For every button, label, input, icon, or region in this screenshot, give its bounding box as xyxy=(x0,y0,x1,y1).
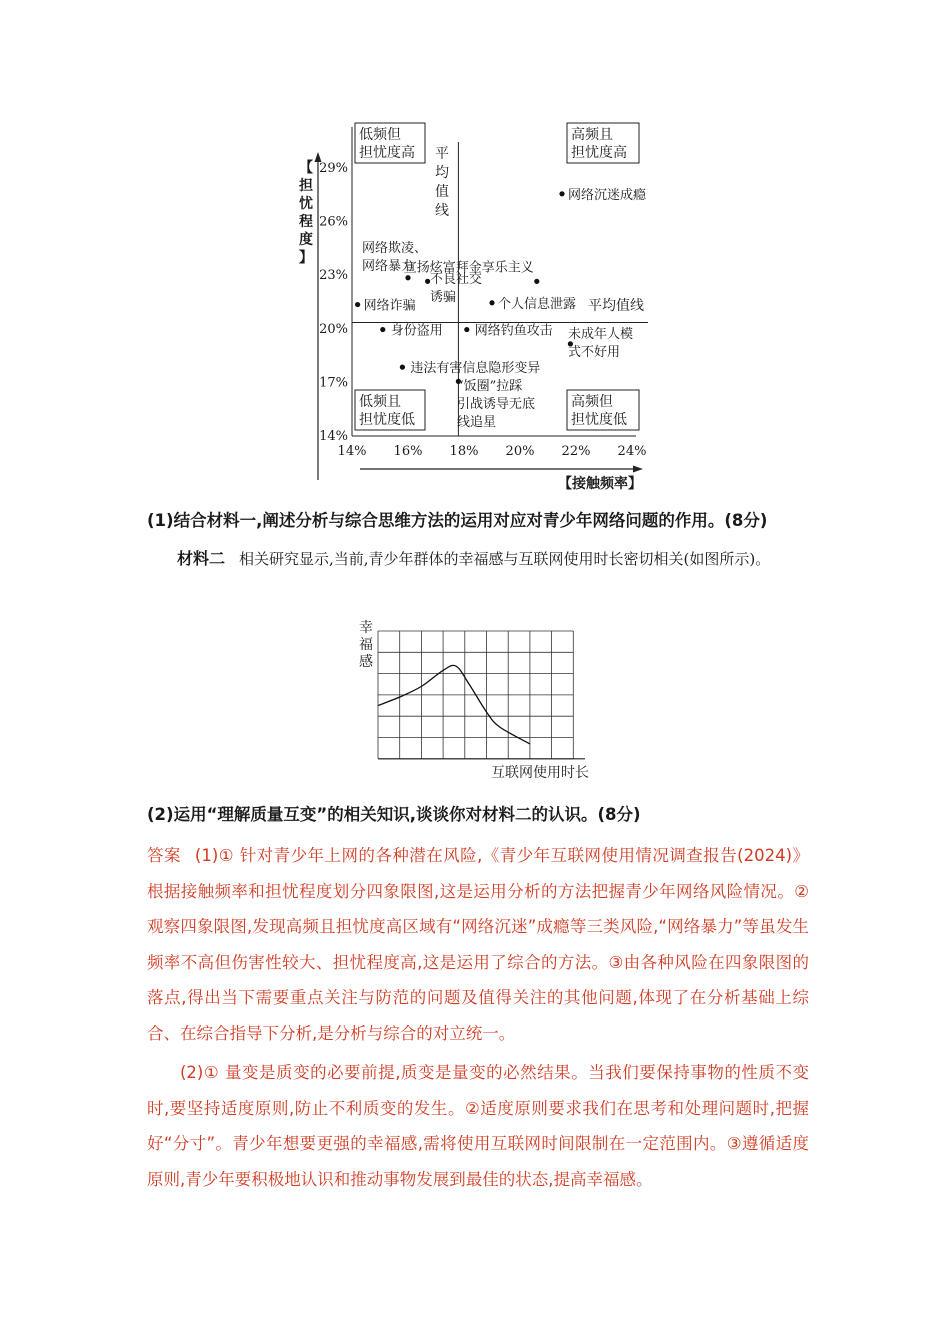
answer-tag: 答案 xyxy=(147,846,181,865)
data-point-label: 引战诱导无底 xyxy=(457,397,536,412)
y-axis-title-char: 感 xyxy=(359,654,373,670)
happiness-line-chart xyxy=(355,614,595,784)
quadrant-top-left-label: 担忧度高 xyxy=(359,145,415,161)
data-point xyxy=(534,279,539,284)
quadrant-top-right-label: 担忧度高 xyxy=(571,145,627,161)
data-point-label: 诱骗 xyxy=(430,290,457,305)
answer-block xyxy=(147,838,809,1197)
vertical-average-label: 均 xyxy=(435,165,449,181)
data-point-label: 宣扬炫富拜金享乐主义 xyxy=(403,260,534,276)
x-tick-label: 24% xyxy=(617,444,647,459)
y-axis-title-char: 担 xyxy=(299,178,313,194)
data-point-label: 网络钓鱼攻击 xyxy=(474,323,553,339)
data-point xyxy=(464,327,469,332)
answer-part-2: (2)① 量变是质变的必要前提,质变是量变的必然结果。当我们要保持事物的性质不变时,要坚持适度原则,防止不利质变的发生。②适度原则要求我们在思考和处理问题时,把握好“分寸”。青少年想要更强的幸福感,需将使用互联网时间限制在一定范围内。③遵循适度原则,青少年要积极地认识和推动事物发展到最佳的状态,提高幸福感。 xyxy=(147,1063,809,1189)
horizontal-average-label: 平均值线 xyxy=(588,298,644,314)
data-point-label: 式不好用 xyxy=(568,345,621,360)
data-point xyxy=(355,302,360,307)
x-axis-title: 互联网使用时长 xyxy=(491,765,589,781)
happiness-curve xyxy=(378,665,530,744)
data-point-label: 线追星 xyxy=(457,415,497,430)
data-point xyxy=(489,300,494,305)
quadrant-bottom-right-label: 担忧度低 xyxy=(571,412,627,428)
y-tick-label: 20% xyxy=(319,321,348,337)
quadrant-bottom-right-label: 高频但 xyxy=(571,394,613,410)
data-point xyxy=(559,191,564,196)
y-axis-title-char: 忧 xyxy=(299,196,313,212)
y-tick-label: 14% xyxy=(319,429,348,444)
x-tick-label: 18% xyxy=(449,444,479,459)
y-axis-title-char: 幸 xyxy=(359,620,373,636)
risk-quadrant-chart xyxy=(288,116,668,496)
y-axis-title-char: 【 xyxy=(299,160,313,176)
y-tick-label: 26% xyxy=(319,214,348,230)
y-axis-title-char: 福 xyxy=(359,637,373,653)
x-tick-label: 14% xyxy=(337,444,367,459)
vertical-average-label: 值 xyxy=(435,184,449,200)
data-point-label: 违法有害信息隐形变异 xyxy=(410,361,541,377)
x-axis-arrowhead xyxy=(633,466,643,473)
data-point-label: 不良社交 xyxy=(430,272,483,287)
data-point-label: 网络暴力 xyxy=(362,259,415,274)
y-tick-label: 23% xyxy=(319,268,348,284)
material-2-paragraph xyxy=(147,543,807,575)
data-point-label: 个人信息泄露 xyxy=(498,296,577,312)
data-point xyxy=(405,275,410,280)
x-tick-label: 20% xyxy=(505,444,535,459)
y-tick-label: 29% xyxy=(319,161,348,176)
y-axis-title-char: 度 xyxy=(299,232,313,248)
quadrant-top-left-label: 低频但 xyxy=(359,127,401,143)
vertical-average-label: 平 xyxy=(435,146,449,162)
x-tick-label: 22% xyxy=(561,444,591,459)
y-axis-title-char: 】 xyxy=(299,250,313,266)
data-point-label: 网络欺凌、 xyxy=(362,241,428,256)
data-point-label: 网络诈骗 xyxy=(363,298,416,314)
vertical-average-label: 线 xyxy=(435,203,449,219)
data-point xyxy=(400,365,405,370)
x-tick-label: 16% xyxy=(393,444,423,459)
data-point-label: 网络沉迷成瘾 xyxy=(568,187,647,203)
question-1: (1)结合材料一,阐述分析与综合思维方法的运用对应对青少年网络问题的作用。(8分) xyxy=(147,511,768,530)
data-point-label: 身份盗用 xyxy=(390,323,443,339)
question-2: (2)运用“理解质量互变”的相关知识,谈谈你对材料二的认识。(8分) xyxy=(147,805,641,824)
data-point xyxy=(380,327,385,332)
material-2-text: 相关研究显示,当前,青少年群体的幸福感与互联网使用时长密切相关(如图所示)。 xyxy=(239,550,771,568)
quadrant-top-right-label: 高频且 xyxy=(571,127,613,143)
answer-part-1-text: (1)① 针对青少年上网的各种潜在风险,《青少年互联网使用情况调查报告(2024)》根据接触频率和担忧程度划分四象限图,这是运用分析的方法把握青少年网络风险情况。②观察四象限图,发现高频且担忧度高区域有“网络沉迷”成瘾等三类风险,“网络暴力”等虽发生频率不高但伤害性较大、担忧程度高,这是运用了综合的方法。③由各种风险在四象限图的落点,得出当下需要重点关注与防范的问题及值得关注的其他问题,体现了在分析基础上综合、在综合指导下分析,是分析与综合的对立统一。 xyxy=(147,846,809,1043)
y-tick-label: 17% xyxy=(319,375,348,391)
answer-part-1 xyxy=(147,838,809,1051)
quadrant-bottom-left-label: 低频且 xyxy=(359,394,401,410)
data-point-label: “饭圈”拉踩 xyxy=(457,379,523,394)
quadrant-bottom-left-label: 担忧度低 xyxy=(359,412,415,428)
x-axis-title: 【接触频率】 xyxy=(558,476,642,492)
y-axis-title-char: 程 xyxy=(299,214,313,230)
material-2-label: 材料二 xyxy=(177,549,226,568)
data-point-label: 未成年人模 xyxy=(568,327,634,342)
